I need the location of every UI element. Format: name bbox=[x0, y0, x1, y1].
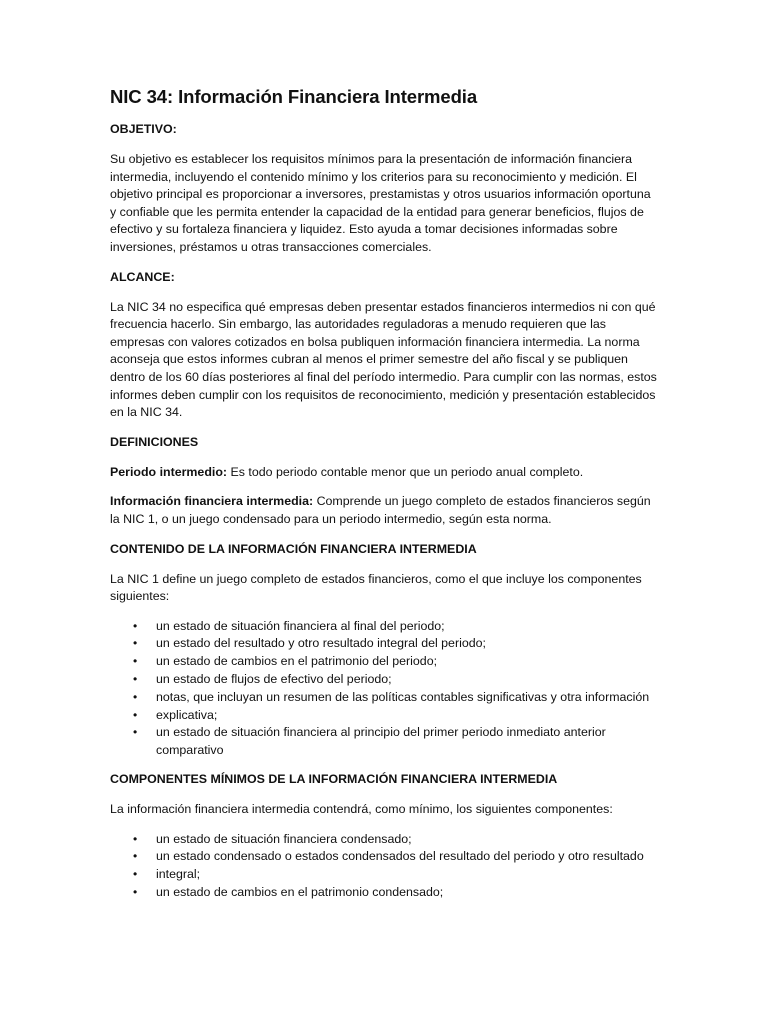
list-item: • un estado de situación financiera al final del periodo; bbox=[110, 618, 658, 636]
contenido-intro: La NIC 1 define un juego completo de estados financieros, como el que incluye los componentes siguientes: bbox=[110, 571, 642, 604]
list-item: • un estado del resultado y otro resultado integral del periodo; bbox=[110, 635, 658, 653]
componentes-intro: La información financiera intermedia contendrá, como mínimo, los siguientes componentes: bbox=[110, 802, 613, 817]
list-item: • un estado condensado o estados condensados del resultado del periodo y otro resultado bbox=[110, 848, 658, 866]
definition-periodo-intermedio bbox=[110, 464, 658, 482]
contenido-heading: CONTENIDO DE LA INFORMACIÓN FINANCIERA INTERMEDIA bbox=[110, 541, 477, 556]
list-item: • un estado de situación financiera al principio del primer periodo inmediato anterior comparativo bbox=[133, 725, 606, 758]
definition-term: Información financiera intermedia: bbox=[110, 494, 314, 509]
componentes-list bbox=[110, 831, 658, 902]
componentes-heading: COMPONENTES MÍNIMOS DE LA INFORMACIÓN FINANCIERA INTERMEDIA bbox=[110, 772, 558, 787]
bullet-icon: • bbox=[133, 707, 138, 722]
list-item: • un estado de cambios en el patrimonio condensado; bbox=[110, 884, 658, 902]
list-item: • un estado de cambios en el patrimonio del periodo; bbox=[110, 653, 658, 671]
definition-text: Comprende un juego completo de estados financieros según la NIC 1, o un juego condensado para un periodo intermedio, según esta norma. bbox=[110, 494, 651, 526]
contenido-list bbox=[110, 618, 658, 760]
bullet-icon: • bbox=[133, 831, 138, 846]
objetivo-paragraph: Su objetivo es establecer los requisitos mínimos para la presentación de información financiera intermedia, incluyendo el contenido mínimo y los criterios para su reconocimiento y medición. El objetivo principal es proporcionar a inversores, prestamistas y otros usuarios información oportuna y confiable que les permita entender la capacidad de la entidad para generar beneficios, flujos de efectivo y su fortaleza financiera y liquidez. Esto ayuda a tomar decisiones informadas sobre inversiones, préstamos u otras transacciones comerciales. bbox=[110, 152, 651, 254]
bullet-icon: • bbox=[133, 654, 138, 669]
bullet-icon: • bbox=[133, 867, 138, 882]
list-item: • un estado de flujos de efectivo del periodo; bbox=[110, 671, 658, 689]
definition-informacion-financiera bbox=[110, 493, 658, 528]
bullet-icon: • bbox=[133, 672, 138, 687]
definition-text: Es todo periodo contable menor que un periodo anual completo. bbox=[227, 464, 584, 479]
list-item: • explicativa; bbox=[110, 707, 658, 725]
list-item: • notas, que incluyan un resumen de las políticas contables significativas y otra información bbox=[110, 689, 658, 707]
list-item: • un estado de situación financiera condensado; bbox=[110, 831, 658, 849]
definition-term: Periodo intermedio: bbox=[110, 464, 228, 479]
bullet-icon: • bbox=[133, 849, 138, 864]
bullet-icon: • bbox=[133, 618, 138, 633]
bullet-icon: • bbox=[133, 636, 138, 651]
list-item: • integral; bbox=[110, 866, 658, 884]
alcance-paragraph: La NIC 34 no especifica qué empresas deben presentar estados financieros intermedios ni con qué frecuencia hacerlo. Sin embargo, las autoridades reguladoras a menudo requieren que las empresas con valores cotizados en bolsa publiquen información financiera intermedia. La norma aconseja que estos informes cubran al menos el primer semestre del año fiscal y se publiquen dentro de los 60 días posteriores al final del período intermedio. Para cumplir con las normas, estos informes deben cumplir con los requisitos de reconocimiento, medición y presentación establecidos en la NIC 34. bbox=[110, 299, 657, 420]
alcance-heading: ALCANCE: bbox=[110, 269, 175, 284]
bullet-icon: • bbox=[133, 689, 138, 704]
objetivo-heading: OBJETIVO: bbox=[110, 122, 177, 136]
document-title: NIC 34: Información Financiera Intermedia bbox=[110, 86, 478, 107]
bullet-icon: • bbox=[133, 725, 138, 740]
definiciones-heading: DEFINICIONES bbox=[110, 434, 199, 449]
bullet-icon: • bbox=[133, 885, 138, 900]
